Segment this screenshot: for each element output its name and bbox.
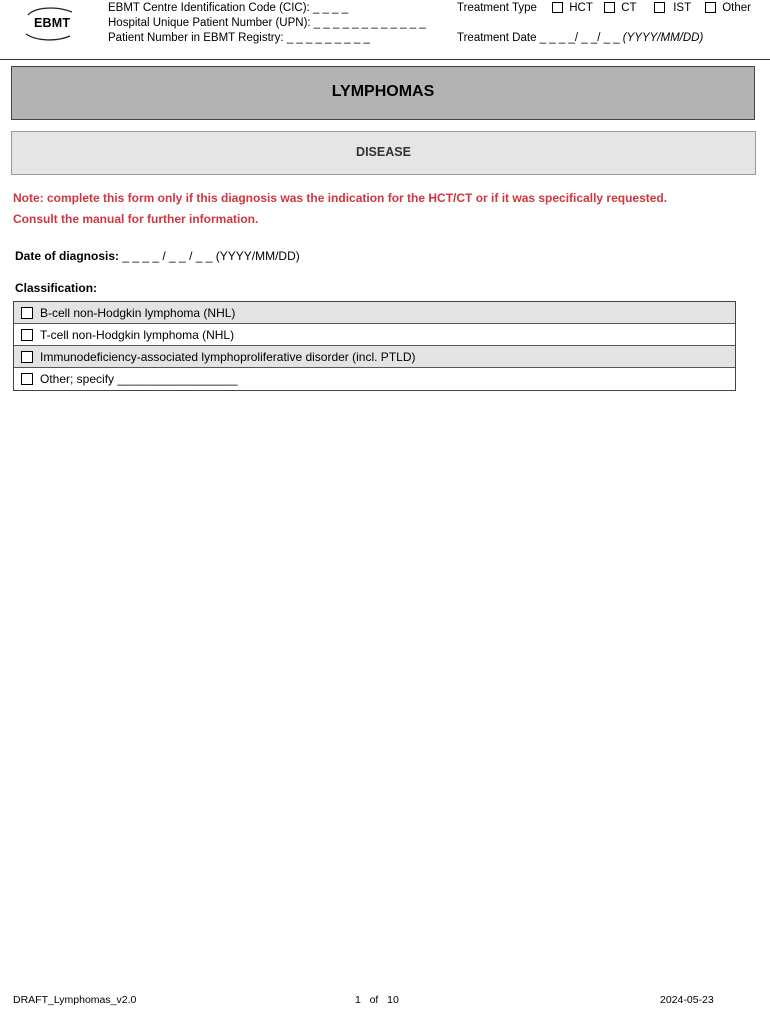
footer-doc-name: DRAFT_Lymphomas_v2.0 — [13, 994, 137, 1006]
checkbox-icon[interactable] — [705, 2, 716, 13]
section-title: DISEASE — [356, 145, 411, 159]
treatment-date-label: Treatment Date — [457, 32, 537, 44]
form-note — [13, 188, 753, 229]
treatment-date-field[interactable] — [457, 32, 703, 44]
checkbox-icon[interactable] — [604, 2, 615, 13]
classification-label: Classification: — [15, 281, 98, 295]
classification-option-t-cell-nhl[interactable] — [14, 324, 735, 346]
section-header-box — [11, 131, 756, 175]
treatment-type-hct[interactable] — [552, 2, 593, 14]
date-of-diagnosis-blanks[interactable]: _ _ _ _ / _ _ / _ _ (YYYY/MM/DD) — [119, 249, 300, 263]
treatment-type-other[interactable] — [705, 2, 751, 14]
treatment-type-label-other: Other — [722, 2, 751, 14]
date-of-diagnosis-field[interactable] — [15, 249, 300, 263]
note-line-1: Note: complete this form only if this diagnosis was the indication for the HCT/CT or if it was specifically requested. — [13, 191, 668, 205]
header-divider — [0, 59, 770, 60]
logo-text: EBMT — [34, 16, 71, 30]
checkbox-icon[interactable] — [552, 2, 563, 13]
treatment-date-blanks[interactable]: _ _ _ _/ _ _/ _ _ — [536, 32, 623, 44]
treatment-date-format: (YYYY/MM/DD) — [622, 32, 704, 44]
treatment-type-label: Treatment Type — [457, 2, 537, 14]
cic-field[interactable]: EBMT Centre Identification Code (CIC): _ _ _ _ — [108, 2, 349, 14]
classification-option-label: B-cell non-Hodgkin lymphoma (NHL) — [40, 305, 236, 320]
checkbox-icon[interactable] — [21, 351, 33, 363]
classification-option-label: Other; specify __________________ — [40, 372, 238, 386]
checkbox-icon[interactable] — [21, 307, 33, 319]
treatment-type-label-ist: IST — [673, 2, 692, 14]
classification-option-ptld[interactable] — [14, 346, 735, 368]
classification-option-b-cell-nhl[interactable] — [14, 302, 735, 324]
checkbox-icon[interactable] — [21, 373, 33, 385]
registry-number-field[interactable]: Patient Number in EBMT Registry: _ _ _ _ _ _ _ _ _ — [108, 32, 370, 44]
treatment-type-ist[interactable] — [654, 2, 691, 14]
classification-option-label: Immunodeficiency-associated lymphoproliferative disorder (incl. PTLD) — [40, 349, 416, 364]
checkbox-icon[interactable] — [21, 329, 33, 341]
checkbox-icon[interactable] — [654, 2, 665, 13]
form-title-box — [11, 66, 755, 120]
note-line-2: Consult the manual for further information. — [13, 211, 259, 226]
treatment-type-ct[interactable] — [604, 2, 637, 14]
treatment-type-label-hct: HCT — [569, 2, 593, 14]
ebmt-logo — [20, 6, 88, 42]
form-title: LYMPHOMAS — [331, 83, 435, 100]
footer-date: 2024-05-23 — [660, 994, 714, 1006]
footer-page-number: 1 of 10 — [355, 994, 399, 1006]
classification-options — [13, 301, 736, 391]
upn-field[interactable]: Hospital Unique Patient Number (UPN): _ _ _ _ _ _ _ _ _ _ _ _ — [108, 17, 426, 29]
classification-option-label: T-cell non-Hodgkin lymphoma (NHL) — [40, 327, 235, 342]
date-of-diagnosis-label: Date of diagnosis: — [15, 249, 120, 263]
treatment-type-label-ct: CT — [621, 2, 637, 14]
classification-option-other[interactable] — [14, 368, 735, 390]
